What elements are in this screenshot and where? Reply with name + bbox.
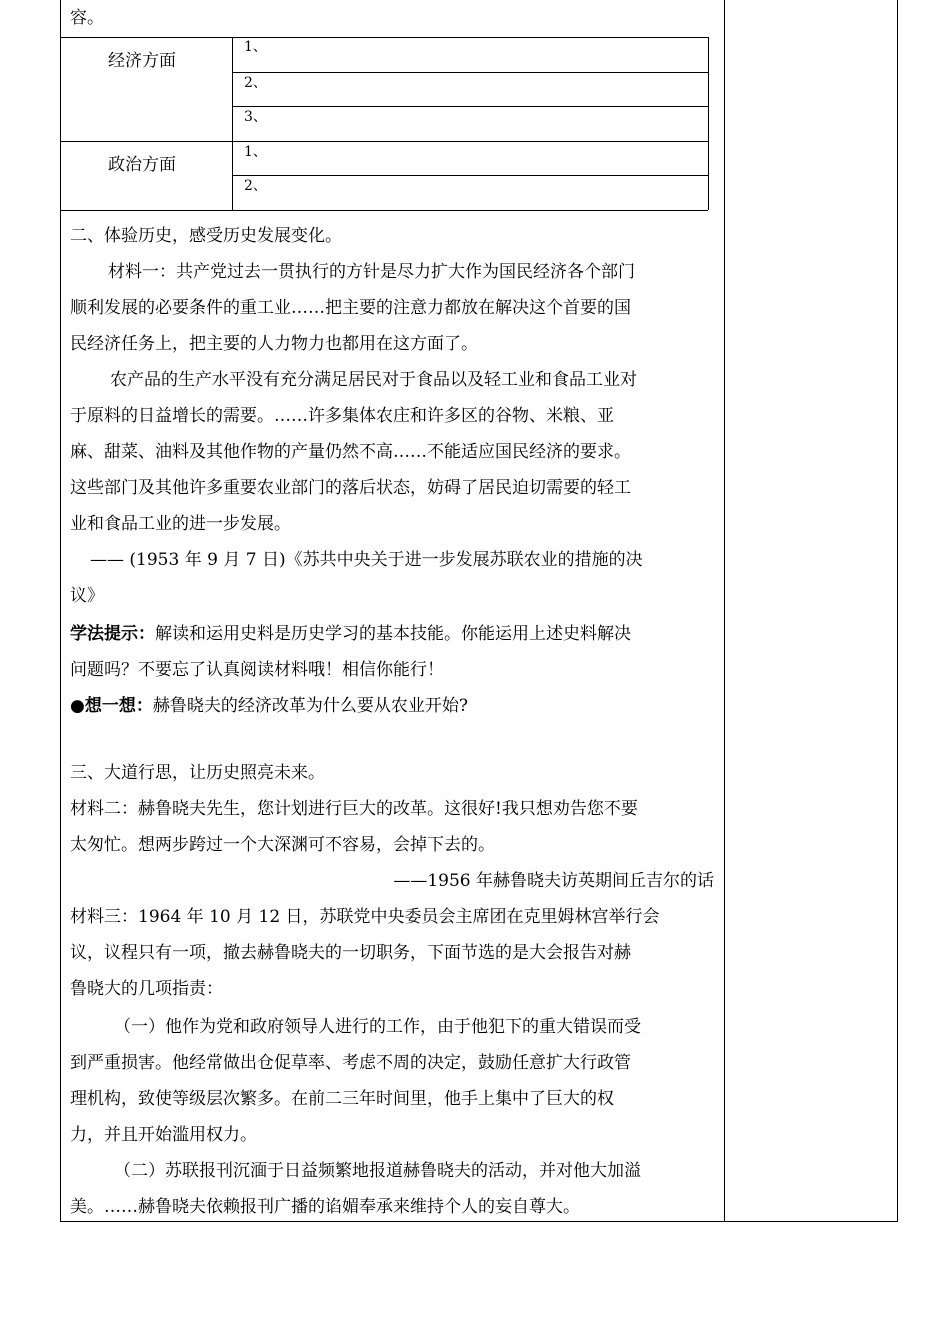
think-text: 赫鲁晓夫的经济改革为什么要从农业开始? [152,696,468,716]
section3-heading: 三、大道行思，让历史照亮未来。 [70,763,325,783]
continued-text: 容。 [70,8,104,28]
material1-para2-line: 麻、甜菜、油料及其他作物的产量仍然不高……不能适应国民经济的要求。 [70,442,631,462]
point1-line: （一）他作为党和政府领导人进行的工作，由于他犯下的重大错误而受 [114,1017,641,1037]
material1-para2-line: 农产品的生产水平没有充分满足居民对于食品以及轻工业和食品工业对 [110,370,637,390]
material1-source-line: —— (1953 年 9 月 7 日)《苏共中央关于进一步发展苏联农业的措施的决 [90,550,643,570]
section2-heading: 二、体验历史，感受历史发展变化。 [70,226,342,246]
table-border [60,141,708,142]
table-border [60,37,708,38]
table-border [232,175,708,176]
table-border [232,37,233,210]
economy-item-2: 2、 [244,75,267,91]
material3-line: 材料三：1964 年 10 月 12 日，苏联党中央委员会主席团在克里姆林宫举行会 [70,907,660,927]
material1-source-line: 议》 [70,586,104,606]
study-tip-line: 问题吗？不要忘了认真阅读材料哦！相信你能行！ [70,660,444,680]
economy-label: 经济方面 [108,51,176,71]
table-border [708,37,709,210]
study-tip [70,624,631,644]
table-border [60,210,708,211]
material1-para2-line: 业和食品工业的进一步发展。 [70,514,291,534]
material1-para2-line: 这些部门及其他许多重要农业部门的落后状态，妨碍了居民迫切需要的轻工 [70,478,631,498]
think-label: ●想一想： [70,696,153,716]
material1-line: 顺利发展的必要条件的重工业……把主要的注意力都放在解决这个首要的国 [70,298,631,318]
material2-line: 太匆忙。想两步跨过一个大深渊可不容易，会掉下去的。 [70,835,495,855]
table-border [232,72,708,73]
politics-item-2: 2、 [244,178,267,194]
think-question [70,696,468,716]
material3-line: 鲁晓大的几项指责： [70,979,223,999]
material1-line: 材料一：共产党过去一贯执行的方针是尽力扩大作为国民经济各个部门 [108,262,635,282]
material3-line: 议，议程只有一项，撤去赫鲁晓夫的一切职务，下面节选的是大会报告对赫 [70,943,631,963]
study-tip-text: 解读和运用史料是历史学习的基本技能。你能运用上述史料解决 [155,624,631,644]
notes-column-divider [724,0,725,1222]
point1-line: 到严重损害。他经常做出仓促草率、考虑不周的决定，鼓励任意扩大行政管 [70,1053,631,1073]
economy-item-3: 3、 [244,109,267,125]
point1-line: 理机构，致使等级层次繁多。在前二三年时间里，他手上集中了巨大的权 [70,1089,614,1109]
point1-line: 力，并且开始滥用权力。 [70,1125,257,1145]
politics-item-1: 1、 [244,144,267,160]
economy-item-1: 1、 [244,39,267,55]
lesson-table [60,0,898,1222]
study-tip-label: 学法提示： [70,624,155,644]
material1-para2-line: 于原料的日益增长的需要。……许多集体农庄和许多区的谷物、米粮、亚 [70,406,614,426]
material1-line: 民经济任务上，把主要的人力物力也都用在这方面了。 [70,334,478,354]
material2-source: ——1956 年赫鲁晓夫访英期间丘吉尔的话 [393,871,714,891]
politics-label: 政治方面 [108,155,176,175]
material2-line: 材料二：赫鲁晓夫先生，您计划进行巨大的改革。这很好!我只想劝告您不要 [70,799,638,819]
point2-line: （二）苏联报刊沉湎于日益频繁地报道赫鲁晓夫的活动，并对他大加溢 [114,1161,641,1181]
table-border [232,106,708,107]
point2-line: 美。……赫鲁晓夫依赖报刊广播的谄媚奉承来维持个人的妄自尊大。 [70,1197,580,1217]
